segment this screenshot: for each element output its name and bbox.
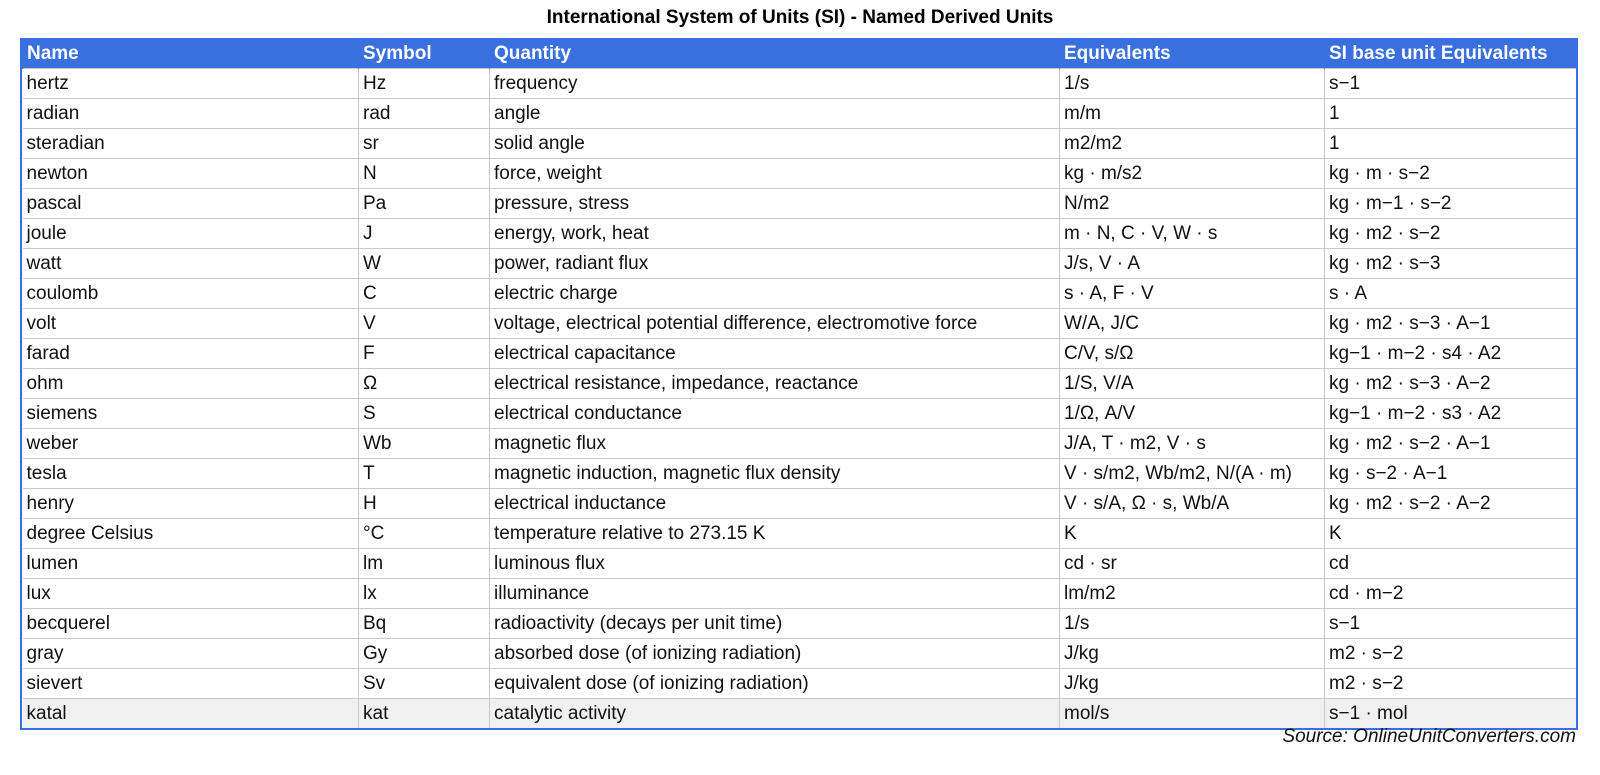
table-row [23, 309, 1577, 339]
table-row [23, 249, 1577, 279]
cell-equivalents: cd · sr [1060, 549, 1325, 579]
cell-equivalents: J/kg [1060, 639, 1325, 669]
column-header-name: Name [23, 40, 359, 69]
cell-symbol: kat [359, 699, 490, 729]
cell-si-base-equivalents: kg · m−1 · s−2 [1325, 189, 1577, 219]
cell-quantity: temperature relative to 273.15 K [490, 519, 1060, 549]
cell-symbol: Hz [359, 69, 490, 99]
cell-si-base-equivalents: kg · m · s−2 [1325, 159, 1577, 189]
cell-equivalents: lm/m2 [1060, 579, 1325, 609]
cell-quantity: electrical capacitance [490, 339, 1060, 369]
cell-quantity: equivalent dose (of ionizing radiation) [490, 669, 1060, 699]
cell-equivalents: J/s, V · A [1060, 249, 1325, 279]
column-header-quantity: Quantity [490, 40, 1060, 69]
cell-quantity: catalytic activity [490, 699, 1060, 729]
cell-si-base-equivalents: kg · s−2 · A−1 [1325, 459, 1577, 489]
cell-equivalents: m2/m2 [1060, 129, 1325, 159]
header-row [23, 40, 1577, 69]
table-row [23, 639, 1577, 669]
cell-quantity: electrical conductance [490, 399, 1060, 429]
cell-symbol: C [359, 279, 490, 309]
cell-symbol: Ω [359, 369, 490, 399]
table-row [23, 519, 1577, 549]
cell-quantity: illuminance [490, 579, 1060, 609]
cell-name: farad [23, 339, 359, 369]
cell-quantity: electrical resistance, impedance, reactance [490, 369, 1060, 399]
cell-quantity: power, radiant flux [490, 249, 1060, 279]
column-header-si-base-equivalents: SI base unit Equivalents [1325, 40, 1577, 69]
cell-equivalents: m/m [1060, 99, 1325, 129]
cell-quantity: electrical inductance [490, 489, 1060, 519]
cell-name: lumen [23, 549, 359, 579]
cell-si-base-equivalents: 1 [1325, 99, 1577, 129]
table-row [23, 699, 1577, 729]
cell-si-base-equivalents: kg−1 · m−2 · s4 · A2 [1325, 339, 1577, 369]
cell-name: steradian [23, 129, 359, 159]
table-row [23, 99, 1577, 129]
cell-symbol: H [359, 489, 490, 519]
cell-symbol: sr [359, 129, 490, 159]
cell-si-base-equivalents: kg · m2 · s−2 · A−2 [1325, 489, 1577, 519]
cell-name: weber [23, 429, 359, 459]
table-row [23, 279, 1577, 309]
cell-symbol: °C [359, 519, 490, 549]
cell-quantity: energy, work, heat [490, 219, 1060, 249]
cell-name: siemens [23, 399, 359, 429]
cell-equivalents: C/V, s/Ω [1060, 339, 1325, 369]
cell-quantity: luminous flux [490, 549, 1060, 579]
table-row [23, 129, 1577, 159]
cell-symbol: lm [359, 549, 490, 579]
cell-symbol: S [359, 399, 490, 429]
cell-name: lux [23, 579, 359, 609]
table-row [23, 429, 1577, 459]
cell-si-base-equivalents: s−1 [1325, 69, 1577, 99]
cell-name: becquerel [23, 609, 359, 639]
cell-si-base-equivalents: kg · m2 · s−2 [1325, 219, 1577, 249]
cell-name: gray [23, 639, 359, 669]
cell-si-base-equivalents: m2 · s−2 [1325, 639, 1577, 669]
cell-si-base-equivalents: m2 · s−2 [1325, 669, 1577, 699]
cell-quantity: radioactivity (decays per unit time) [490, 609, 1060, 639]
cell-name: sievert [23, 669, 359, 699]
cell-equivalents: 1/s [1060, 609, 1325, 639]
cell-symbol: F [359, 339, 490, 369]
table-row [23, 399, 1577, 429]
cell-quantity: solid angle [490, 129, 1060, 159]
cell-symbol: W [359, 249, 490, 279]
cell-si-base-equivalents: kg · m2 · s−3 · A−2 [1325, 369, 1577, 399]
table-row [23, 369, 1577, 399]
table-row [23, 159, 1577, 189]
cell-si-base-equivalents: kg−1 · m−2 · s3 · A2 [1325, 399, 1577, 429]
source-credit: Source: OnlineUnitConverters.com [1282, 726, 1576, 747]
cell-si-base-equivalents: kg · m2 · s−3 · A−1 [1325, 309, 1577, 339]
table-row [23, 489, 1577, 519]
cell-quantity: force, weight [490, 159, 1060, 189]
table-row [23, 189, 1577, 219]
table-title: International System of Units (SI) - Named Derived Units [546, 7, 1054, 28]
cell-quantity: magnetic flux [490, 429, 1060, 459]
table-body [23, 69, 1577, 729]
cell-si-base-equivalents: cd · m−2 [1325, 579, 1577, 609]
cell-si-base-equivalents: kg · m2 · s−2 · A−1 [1325, 429, 1577, 459]
cell-equivalents: 1/s [1060, 69, 1325, 99]
cell-name: newton [23, 159, 359, 189]
cell-equivalents: N/m2 [1060, 189, 1325, 219]
column-header-symbol: Symbol [359, 40, 490, 69]
table-row [23, 459, 1577, 489]
cell-quantity: electric charge [490, 279, 1060, 309]
cell-symbol: Sv [359, 669, 490, 699]
cell-symbol: J [359, 219, 490, 249]
cell-equivalents: kg · m/s2 [1060, 159, 1325, 189]
cell-si-base-equivalents: kg · m2 · s−3 [1325, 249, 1577, 279]
table-row [23, 579, 1577, 609]
table-row [23, 219, 1577, 249]
cell-equivalents: s · A, F · V [1060, 279, 1325, 309]
cell-quantity: absorbed dose (of ionizing radiation) [490, 639, 1060, 669]
table-header [23, 40, 1577, 69]
cell-equivalents: W/A, J/C [1060, 309, 1325, 339]
cell-symbol: rad [359, 99, 490, 129]
cell-name: ohm [23, 369, 359, 399]
cell-symbol: Gy [359, 639, 490, 669]
cell-symbol: Bq [359, 609, 490, 639]
table-row [23, 69, 1577, 99]
cell-name: pascal [23, 189, 359, 219]
cell-equivalents: m · N, C · V, W · s [1060, 219, 1325, 249]
cell-symbol: Pa [359, 189, 490, 219]
cell-equivalents: J/kg [1060, 669, 1325, 699]
cell-name: henry [23, 489, 359, 519]
cell-equivalents: 1/Ω, A/V [1060, 399, 1325, 429]
cell-symbol: T [359, 459, 490, 489]
cell-name: volt [23, 309, 359, 339]
cell-name: hertz [23, 69, 359, 99]
cell-name: joule [23, 219, 359, 249]
cell-name: katal [23, 699, 359, 729]
cell-si-base-equivalents: s · A [1325, 279, 1577, 309]
cell-equivalents: mol/s [1060, 699, 1325, 729]
cell-quantity: pressure, stress [490, 189, 1060, 219]
cell-si-base-equivalents: 1 [1325, 129, 1577, 159]
cell-name: tesla [23, 459, 359, 489]
table-row [23, 339, 1577, 369]
cell-equivalents: V · s/m2, Wb/m2, N/(A · m) [1060, 459, 1325, 489]
cell-symbol: N [359, 159, 490, 189]
table-row [23, 609, 1577, 639]
si-units-table [20, 38, 1578, 730]
cell-name: watt [23, 249, 359, 279]
cell-quantity: angle [490, 99, 1060, 129]
cell-name: degree Celsius [23, 519, 359, 549]
cell-equivalents: 1/S, V/A [1060, 369, 1325, 399]
cell-equivalents: V · s/A, Ω · s, Wb/A [1060, 489, 1325, 519]
cell-si-base-equivalents: K [1325, 519, 1577, 549]
units-table [22, 40, 1576, 728]
cell-name: coulomb [23, 279, 359, 309]
cell-si-base-equivalents: s−1 [1325, 609, 1577, 639]
cell-si-base-equivalents: cd [1325, 549, 1577, 579]
cell-quantity: magnetic induction, magnetic flux density [490, 459, 1060, 489]
column-header-equivalents: Equivalents [1060, 40, 1325, 69]
cell-symbol: lx [359, 579, 490, 609]
cell-quantity: voltage, electrical potential difference, electromotive force [490, 309, 1060, 339]
cell-equivalents: J/A, T · m2, V · s [1060, 429, 1325, 459]
cell-name: radian [23, 99, 359, 129]
cell-symbol: Wb [359, 429, 490, 459]
cell-symbol: V [359, 309, 490, 339]
table-row [23, 549, 1577, 579]
cell-si-base-equivalents: s−1 · mol [1325, 699, 1577, 729]
cell-equivalents: K [1060, 519, 1325, 549]
table-row [23, 669, 1577, 699]
cell-quantity: frequency [490, 69, 1060, 99]
